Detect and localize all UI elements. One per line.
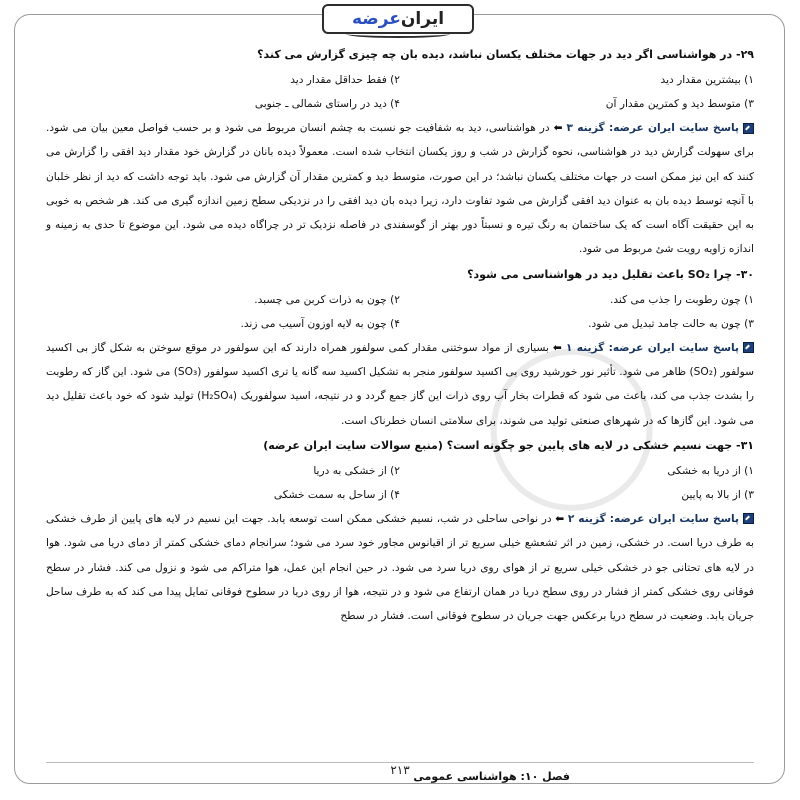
arrow-left-icon: ⬅ <box>552 341 562 354</box>
answer-label: پاسخ سایت ایران عرضه: گزینه ۲ <box>567 512 739 525</box>
option: ۴) دید در راستای شمالی ـ جنوبی <box>254 98 400 110</box>
page-content <box>46 42 754 628</box>
checkbox-icon <box>743 513 754 524</box>
option: ۳) چون به حالت جامد تبدیل می شود. <box>588 317 754 330</box>
option: ۴) چون به لایه اوزون آسیب می زند. <box>240 317 400 330</box>
chapter-title: فصل ۱۰: هواشناسی عمومی <box>413 770 570 783</box>
option: ۲) چون به ذرات کربن می چسبد. <box>254 293 400 306</box>
question-options <box>46 68 754 116</box>
arrow-left-icon: ⬅ <box>555 512 565 525</box>
option: ۱) بیشترین مقدار دید <box>660 74 754 86</box>
answer-label: پاسخ سایت ایران عرضه: گزینه ۳ <box>566 122 740 134</box>
arrow-left-icon: ⬅ <box>553 122 563 134</box>
option: ۲) از خشکی به دریا <box>313 464 400 477</box>
option: ۳) از بالا به پایین <box>681 488 754 501</box>
checkbox-icon <box>743 342 754 353</box>
logo-swoosh <box>346 30 450 38</box>
page-number: ۲۱۳ <box>390 763 410 777</box>
question-options <box>46 288 754 336</box>
question-title: ۳۱- جهت نسیم خشکی در لایه های پایین جو چگونه است؟ (منبع سوالات سایت ایران عرضه) <box>263 438 754 452</box>
answer-label: پاسخ سایت ایران عرضه: گزینه ۱ <box>565 341 739 354</box>
option: ۱) چون رطوبت را جذب می کند. <box>609 293 754 306</box>
question-title: ۳۰- چرا SO₂ باعث تقلیل دید در هواشناسی می شود؟ <box>467 267 754 281</box>
option: ۲) فقط حداقل مقدار دید <box>290 74 400 86</box>
option: ۳) متوسط دید و کمترین مقدار آن <box>605 98 754 110</box>
question-options <box>46 459 754 507</box>
option: ۱) از دریا به خشکی <box>667 464 754 477</box>
answer-paragraph <box>46 116 754 262</box>
logo-text-a: ایران <box>400 9 445 29</box>
question-title: ۲۹- در هواشناسی اگر دید در جهات مختلف یکسان نباشد، دیده بان چه چیزی گزارش می کند؟ <box>257 48 754 61</box>
answer-paragraph <box>46 336 754 433</box>
answer-text: در نواحی ساحلی در شب، نسیم خشکی ممکن است توسعه یابد. جهت این نسیم در لایه های پایین از طرف خشکی به طرف دریا است. در خشکی، زمین در اثر تشعشع خیلی سریع تر از اقیانوس مجاور خود سرد می شود؛ سرانجام دمای خشکی کمتر از دمای دریا می شود. هوا در لایه های تحتانی جو در خشکی خیلی سریع تر از هوای روی دریا سرد می شود. در حین انجام این عمل، هوا متراکم می شود و نزول می کند. فشار در سطح فوقانی روی خشکی کمتر از فشار در روی سطح دریا در همان ارتفاع می شود و در نتیجه، هوا از روی دریا در سطوح فوقانی تمایل پیدا می کند که به طرف ساحل جریان یابد. وضعیت در سطح دریا برعکس جهت جریان در سطوح فوقانی است. فشار در سطح <box>46 512 754 623</box>
answer-text: بسیاری از مواد سوختنی مقدار کمی سولفور همراه دارند که این سولفور در موقع سوختن به شکل گاز بی اکسید سولفور (SO₂) ظاهر می شود. تأثیر نور خورشید روی بی اکسید سولفور منجر به تشکیل اکسید سه گانه یا تری اکسید سولفور (SO₃) می شود. این گاز که رطوبت را بشدت جذب می کند، باعث می شود که قطرات بخار آب روی ذرات این گاز جمع گردد و در نتیجه، اسید سولفوریک (H₂SO₄) تولید شود که خود باعث تقلیل دید می شود. این گازها که در شهرهای صنعتی تولید می شوند، برای سلامتی انسان خطرناک است. <box>46 341 755 427</box>
answer-text: در هواشناسی، دید به شفافیت جو نسبت به چشم انسان مربوط می شود و بر حسب فواصل معین بیان می شود. برای سهولت گزارش دید در هواشناسی، نحوه گزارش در شب و روز یکسان انتخاب شده است. معمولاً دیده بانان در گزارش خود مقدار دید افقی را گزارش می کنند که این نیز ممکن است در جهات مختلف یکسان نباشد؛ در این صورت، متوسط دید و کمترین مقدار آن گزارش می شود. باید توجه داشت که دید از نظر خلبان با آنچه توسط دیده بان به عنوان دید افقی گزارش می شود تفاوت دارد، زیرا دیده بان دید افقی را در نزدیکی سطح زمین اندازه گیری می کند. هر شخص به خوبی به این حقیقت آگاه است که یک ساختمان به رنگ تیره و نسبتاً دور بهتر از گوسفندی در فاصله نزدیک تر در چراگاه دیده می شود. این موضوع تا حدی به زمینه و اندازه زاویه رویت شئ مربوط می شود. <box>46 122 754 256</box>
logo-text-b: عرضه <box>351 9 401 29</box>
checkbox-icon <box>743 123 754 134</box>
option: ۴) از ساحل به سمت خشکی <box>273 488 400 501</box>
answer-paragraph <box>46 507 754 628</box>
